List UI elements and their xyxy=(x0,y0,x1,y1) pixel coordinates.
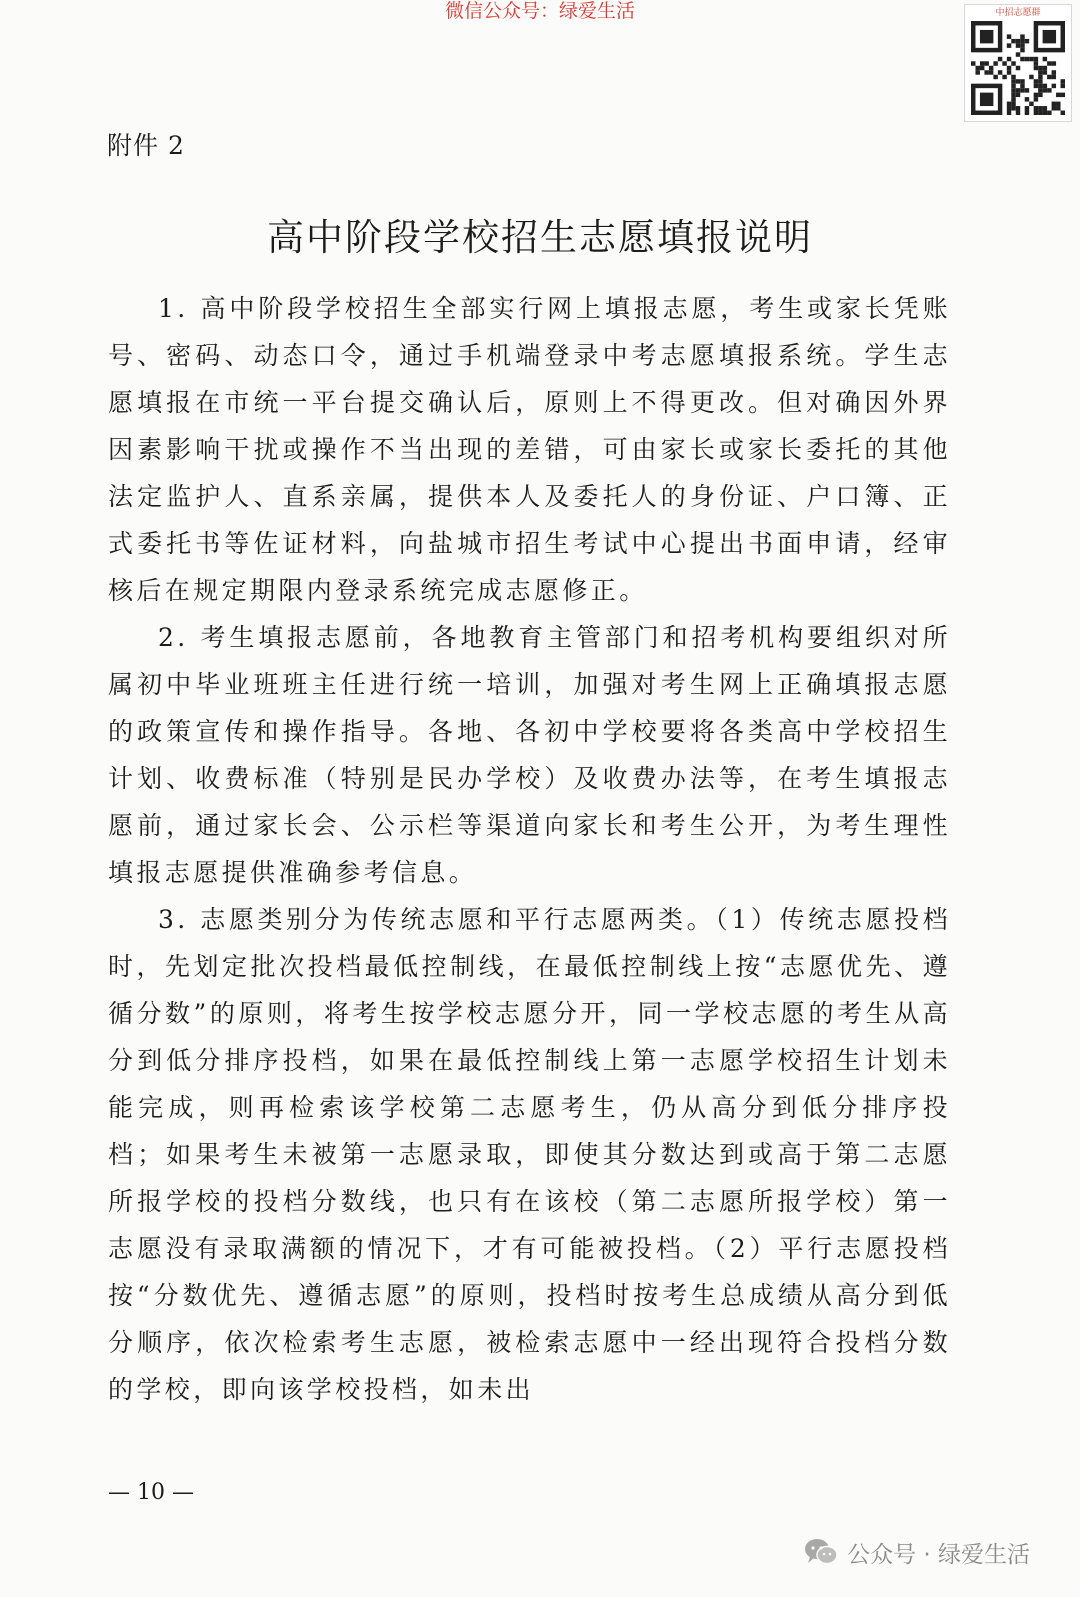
paragraph-2: 2. 考生填报志愿前，各地教育主管部门和招考机构要组织对所属初中毕业班班主任进行统一培训，加强对考生网上正确填报志愿的政策宣传和操作指导。各地、各初中学校要将各类高中学校招生计划、收费标准（特别是民办学校）及收费办法等，在考生填报志愿前，通过家长会、公示栏等渠道向家长和考生公开，为考生理性填报志愿提供准确参考信息。 xyxy=(108,623,951,887)
document-body xyxy=(108,285,951,1413)
attachment-label: 附件 2 xyxy=(107,131,185,160)
footer-brand-label: 公众号 · 绿爱生活 xyxy=(847,1541,1030,1568)
qr-code-icon xyxy=(971,21,1065,115)
document-title: 高中阶段学校招生志愿填报说明 xyxy=(267,216,813,259)
page-number: — 10 — xyxy=(108,1480,194,1505)
top-watermark: 微信公众号：绿爱生活 xyxy=(444,0,635,22)
paragraph-3: 3. 志愿类别分为传统志愿和平行志愿两类。（1）传统志愿投档时，先划定批次投档最低控制线，在最低控制线上按“志愿优先、遵循分数”的原则，将考生按学校志愿分开，同一学校志愿的考生从高分到低分排序投档，如果在最低控制线上第一志愿学校招生计划未能完成，则再检索该学校第二志愿考生，仍从高分到低分排序投档；如果考生未被第一志愿录取，即使其分数达到或高于第二志愿所报学校的投档分数线，也只有在该校（第二志愿所报学校）第一志愿没有录取满额的情况下，才有可能被投档。（2）平行志愿投档按“分数优先、遵循志愿”的原则，投档时按考生总成绩从高分到低分顺序，依次检索考生志愿，被检索志愿中一经出现符合投档分数的学校，即向该学校投档，如未出 xyxy=(108,905,951,1404)
footer-brand xyxy=(803,1532,1030,1572)
paragraph-1: 1. 高中阶段学校招生全部实行网上填报志愿，考生或家长凭账号、密码、动态口令，通过手机端登录中考志愿填报系统。学生志愿填报在市统一平台提交确认后，原则上不得更改。但对确因外界因素影响干扰或操作不当出现的差错，可由家长或家长委托的其他法定监护人、直系亲属，提供本人及委托人的身份证、户口簿、正式委托书等佐证材料，向盐城市招生考试中心提出书面申请，经审核后在规定期限内登录系统完成志愿修正。 xyxy=(108,294,951,605)
qr-label: 中招志愿群 xyxy=(995,8,1041,18)
qr-code xyxy=(964,4,1072,122)
wechat-icon xyxy=(803,1537,839,1567)
